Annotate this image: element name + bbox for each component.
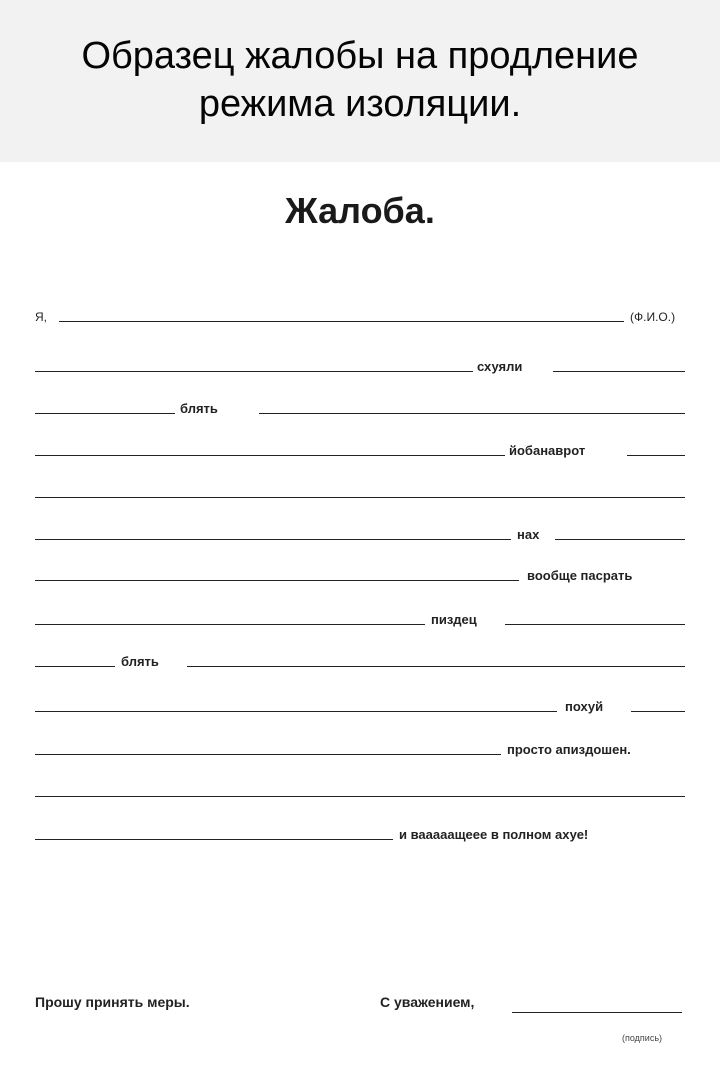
fill-line (505, 624, 685, 625)
signature-caption: (подпись) (622, 1033, 663, 1043)
form-row (35, 779, 685, 801)
signature-line (512, 1012, 682, 1013)
row-word: нах (517, 527, 540, 542)
fill-line (35, 624, 425, 625)
fill-line (35, 796, 685, 797)
form-row (35, 822, 685, 844)
fill-line (35, 413, 175, 414)
form-row (35, 737, 685, 759)
form-row (35, 480, 685, 502)
row-word: и вааааащеее в полном ахуе! (399, 827, 589, 842)
form-row-name (35, 304, 685, 326)
row-word: пиздец (431, 612, 477, 627)
caption-line-2: режима изоляции. (198, 83, 522, 125)
fill-line (35, 455, 505, 456)
fill-line (35, 580, 519, 581)
form-title: Жалоба. (285, 190, 435, 231)
fill-line (553, 371, 685, 372)
row-word: просто апиздошен. (507, 742, 631, 757)
form-row (35, 563, 685, 585)
caption-line-1: Образец жалобы на продление (81, 35, 639, 77)
row-word: блять (121, 654, 159, 669)
fill-line (35, 839, 393, 840)
form-row (35, 607, 685, 629)
form-row (35, 438, 685, 460)
form-row (35, 522, 685, 544)
form-row (35, 396, 685, 418)
row-word: блять (180, 401, 218, 416)
footer-regards: С уважением, (380, 994, 475, 1010)
caption (0, 32, 720, 128)
row-word: вообще пасрать (527, 568, 633, 583)
footer-request: Прошу принять меры. (35, 994, 190, 1010)
fill-line (35, 497, 685, 498)
row-word: схуяли (477, 359, 523, 374)
fill-line (259, 413, 685, 414)
fill-line (187, 666, 685, 667)
form-row (35, 694, 685, 716)
fill-line (35, 371, 473, 372)
fill-line (35, 666, 115, 667)
row-word: йобанаврот (509, 443, 586, 458)
fill-line (555, 539, 685, 540)
row-suffix: (Ф.И.О.) (630, 310, 676, 324)
fill-line (35, 754, 501, 755)
form-row (35, 649, 685, 671)
row-prefix: Я, (35, 310, 47, 324)
row-word: похуй (565, 699, 604, 714)
form-row (35, 354, 685, 376)
fill-line (59, 321, 624, 322)
fill-line (35, 711, 557, 712)
fill-line (631, 711, 685, 712)
fill-line (627, 455, 685, 456)
fill-line (35, 539, 511, 540)
